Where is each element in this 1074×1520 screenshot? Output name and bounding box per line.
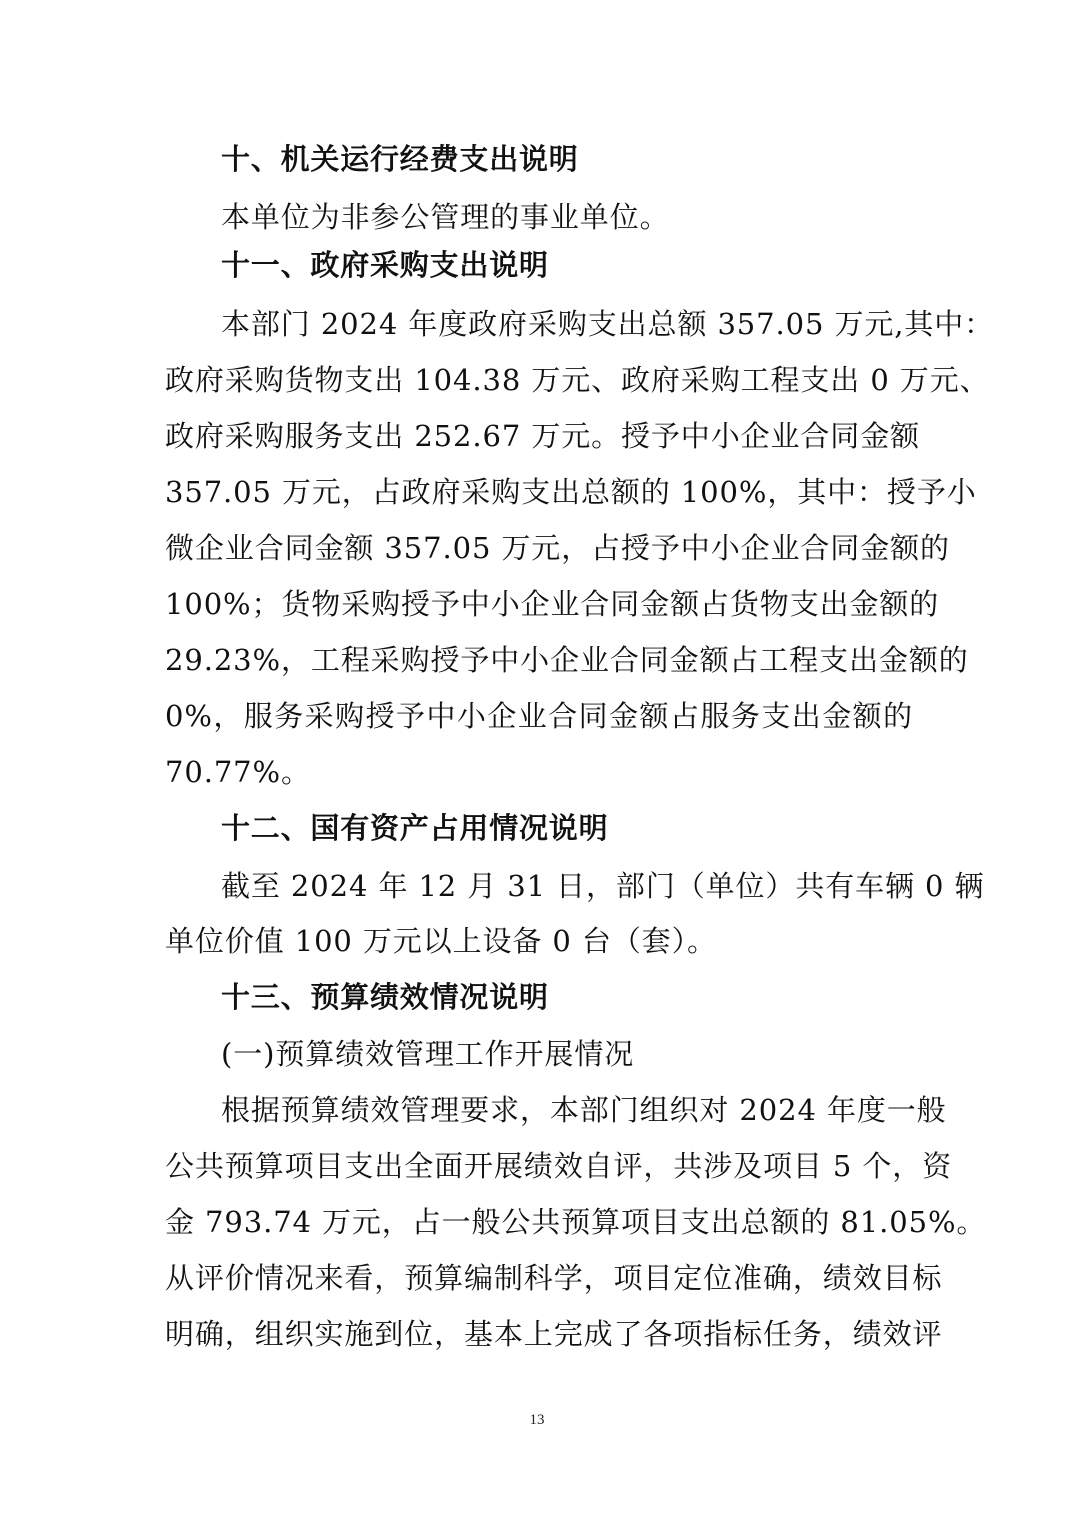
paragraph-line: 微企业合同金额 357.05 万元，占授予中小企业合同金额的 (165, 531, 950, 565)
paragraph-line: 357.05 万元，占政府采购支出总额的 100%，其中：授予小 (165, 475, 977, 509)
section-heading-12: 十二、国有资产占用情况说明 (221, 811, 609, 845)
paragraph-line: 政府采购货物支出 104.38 万元、政府采购工程支出 0 万元、 (165, 363, 990, 397)
paragraph-line: 明确，组织实施到位，基本上完成了各项指标任务，绩效评 (165, 1317, 943, 1351)
paragraph-line: 100%；货物采购授予中小企业合同金额占货物支出金额的 (165, 587, 940, 621)
paragraph-line: 本单位为非参公管理的事业单位。 (221, 200, 670, 234)
paragraph-line: 政府采购服务支出 252.67 万元。授予中小企业合同金额 (165, 419, 921, 453)
paragraph-line: 公共预算项目支出全面开展绩效自评，共涉及项目 5 个，资 (165, 1149, 953, 1183)
section-heading-10: 十、机关运行经费支出说明 (221, 142, 579, 176)
paragraph-line: 70.77%。 (165, 755, 311, 789)
paragraph-line: 从评价情况来看，预算编制科学，项目定位准确，绩效目标 (165, 1261, 943, 1295)
section-heading-11: 十一、政府采购支出说明 (221, 248, 549, 282)
paragraph-line: 根据预算绩效管理要求，本部门组织对 2024 年度一般 (221, 1093, 947, 1127)
paragraph-line: 0%，服务采购授予中小企业合同金额占服务支出金额的 (165, 699, 913, 733)
paragraph-line: 金 793.74 万元，占一般公共预算项目支出总额的 81.05%。 (165, 1205, 987, 1239)
page-number: 13 (529, 1412, 545, 1428)
paragraph-line: 单位价值 100 万元以上设备 0 台（套）。 (165, 924, 717, 958)
paragraph-line: 截至 2024 年 12 月 31 日，部门（单位）共有车辆 0 辆 (221, 869, 985, 903)
paragraph-line: 本部门 2024 年度政府采购支出总额 357.05 万元,其中： (221, 307, 995, 341)
section-heading-13: 十三、预算绩效情况说明 (221, 980, 549, 1014)
paragraph-line: 29.23%，工程采购授予中小企业合同金额占工程支出金额的 (165, 643, 969, 677)
subsection-heading: (一)预算绩效管理工作开展情况 (221, 1037, 635, 1071)
